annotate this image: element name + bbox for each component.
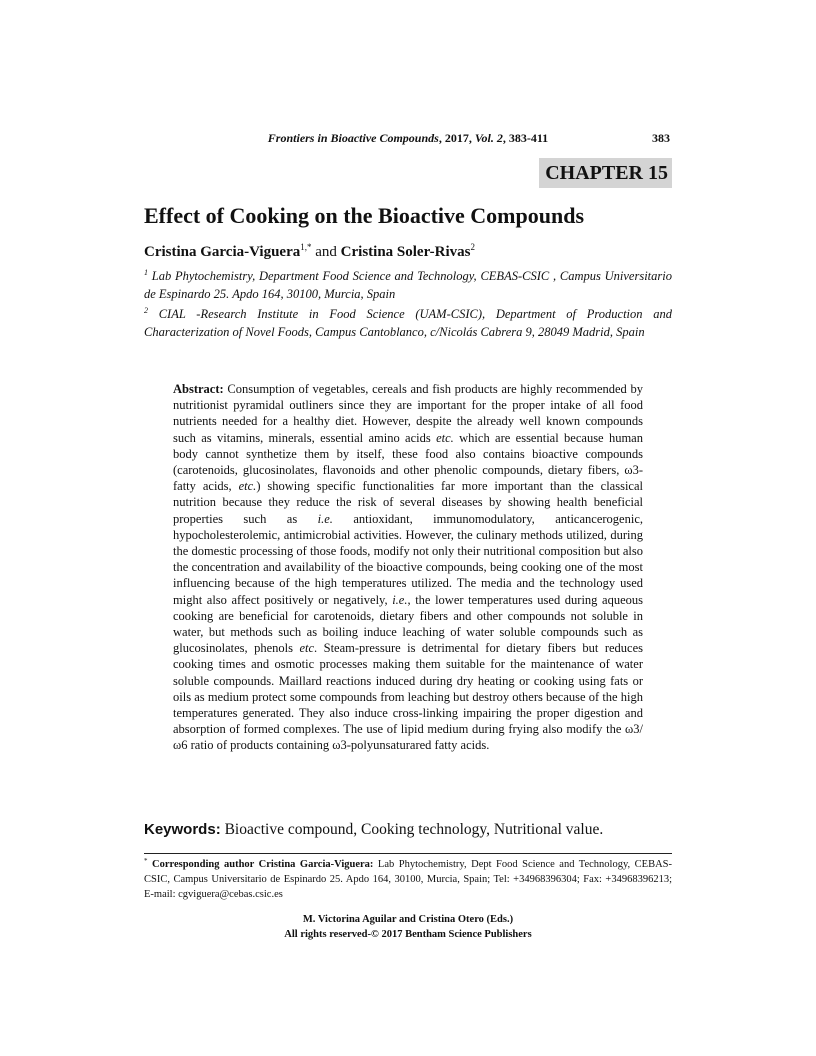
affiliation-text: CIAL -Research Institute in Food Science (UAM-CSIC), Department of Production and Characterization of Novel Foods, Campus Cantoblanco, c/Nicolás Cabrera 9, 28049 Madrid, Spain — [144, 307, 672, 339]
abstract-italic: etc — [299, 641, 315, 656]
journal-citation — [144, 131, 672, 146]
author-2-affiliation-marker: 2 — [470, 242, 476, 252]
abstract — [173, 381, 643, 754]
chapter-label: CHAPTER 15 — [539, 158, 672, 188]
affiliation-marker: 1 — [144, 268, 148, 277]
journal-volume: Vol. 2 — [474, 131, 503, 145]
journal-pages: , 383-411 — [502, 131, 549, 145]
author-line — [144, 242, 672, 262]
keywords — [144, 820, 672, 840]
abstract-label: Abstract: — [173, 382, 224, 396]
footnote-divider — [144, 853, 672, 854]
copyright-line: All rights reserved-© 2017 Bentham Science Publishers — [284, 929, 532, 940]
abstract-text: . Steam-pressure is detrimental for dietary fibers but reduces cooking times and osmotic processes making them suitable for the maintenance of water soluble compounds. Maillard reactions induced during dry heating or cooking using fats or oils as medium protect some compounds from leaching but destroy others because of the high temperatures generated. They also induce cross-linking impairing the proper digestion and absorption of formed complexes. The use of lipid medium during frying also modify the ω3/ ω6 ratio of products containing ω3-polyunsaturared fatty acids. — [173, 641, 644, 753]
affiliation-text: Lab Phytochemistry, Department Food Science and Technology, CEBAS-CSIC , Campus Universitario de Espinardo 25. Apdo 164, 30100, Murcia, Spain — [144, 269, 672, 301]
page-number: 383 — [652, 131, 670, 145]
abstract-italic: etc. — [238, 479, 257, 494]
chapter-title: Effect of Cooking on the Bioactive Compounds — [144, 203, 585, 228]
abstract-italic: etc. — [436, 430, 454, 445]
corresponding-author-footnote — [144, 857, 672, 902]
footnote-label: Corresponding author Cristina Garcia-Viguera: — [147, 859, 374, 870]
keywords-label: Keywords: — [144, 821, 221, 838]
affiliation-1 — [144, 267, 672, 303]
keywords-text: Bioactive compound, Cooking technology, Nutritional value. — [220, 821, 604, 838]
affiliation-marker: 2 — [144, 306, 148, 315]
journal-name: Frontiers in Bioactive Compounds — [267, 131, 439, 145]
author-2: Cristina Soler-Rivas — [340, 244, 471, 260]
author-1: Cristina Garcia-Viguera — [144, 244, 301, 260]
editors-line: M. Victorina Aguilar and Cristina Otero (Eds.) — [302, 914, 514, 925]
page-footer — [144, 912, 672, 942]
abstract-italic: i.e. — [392, 592, 408, 607]
abstract-italic: i.e. — [317, 511, 333, 526]
abstract-text: ) showing specific functionalities far more important than the classical nutrition because they reduce the risk of several diseases by showing health beneficial properties such as — [173, 479, 643, 526]
abstract-text: which are essential because human body cannot synthetize them by itself, these food also contains bioactive compounds (carotenoids, glucosinolates, flavonoids and other phenolic compounds, dietary fibers, ω3-fatty acids, — [173, 430, 643, 494]
footnote-marker: * — [144, 857, 148, 865]
author-connector: and — [311, 244, 341, 260]
abstract-text: antioxidant, immunomodulatory, anticancerogenic, hypocholesterolemic, antimicrobial activities. However, the culinary methods utilized, during the domestic processing of those foods, modify not only their nutritional composition but also the concentration and availability of the bioactive compounds, being cooking one of the most influencing because of the high temperatures utilized. The media and the technology used might also affect positively or negatively, — [173, 511, 643, 607]
author-1-affiliation-marker: 1,* — [300, 242, 312, 252]
abstract-text: Consumption of vegetables, cereals and fish products are highly recommended by nutritionist pyramidal outliners since they are important for the proper intake of all food nutrients needed for a healthy diet. However, despite the already well known compounds such as vitamins, minerals, essential amino acids — [173, 382, 643, 445]
footnote-text: Lab Phytochemistry, Dept Food Science and Technology, CEBAS-CSIC, Campus Universitario de Espinardo 25. Apdo 164, 30100, Murcia, Spain; Tel: +34968396304; Fax: +34968396213; E-mail: cgviguera@cebas.csic.es — [144, 859, 672, 900]
running-head — [144, 131, 672, 147]
journal-year: , 2017, — [438, 131, 475, 145]
abstract-text: , the lower temperatures used during aqueous cooking are beneficial for carotenoids, dietary fibers and other compounds not soluble in water, but methods such as boiling induce leaching of water soluble compounds such as glucosinolates, phenols — [173, 592, 643, 656]
affiliation-2 — [144, 305, 672, 341]
